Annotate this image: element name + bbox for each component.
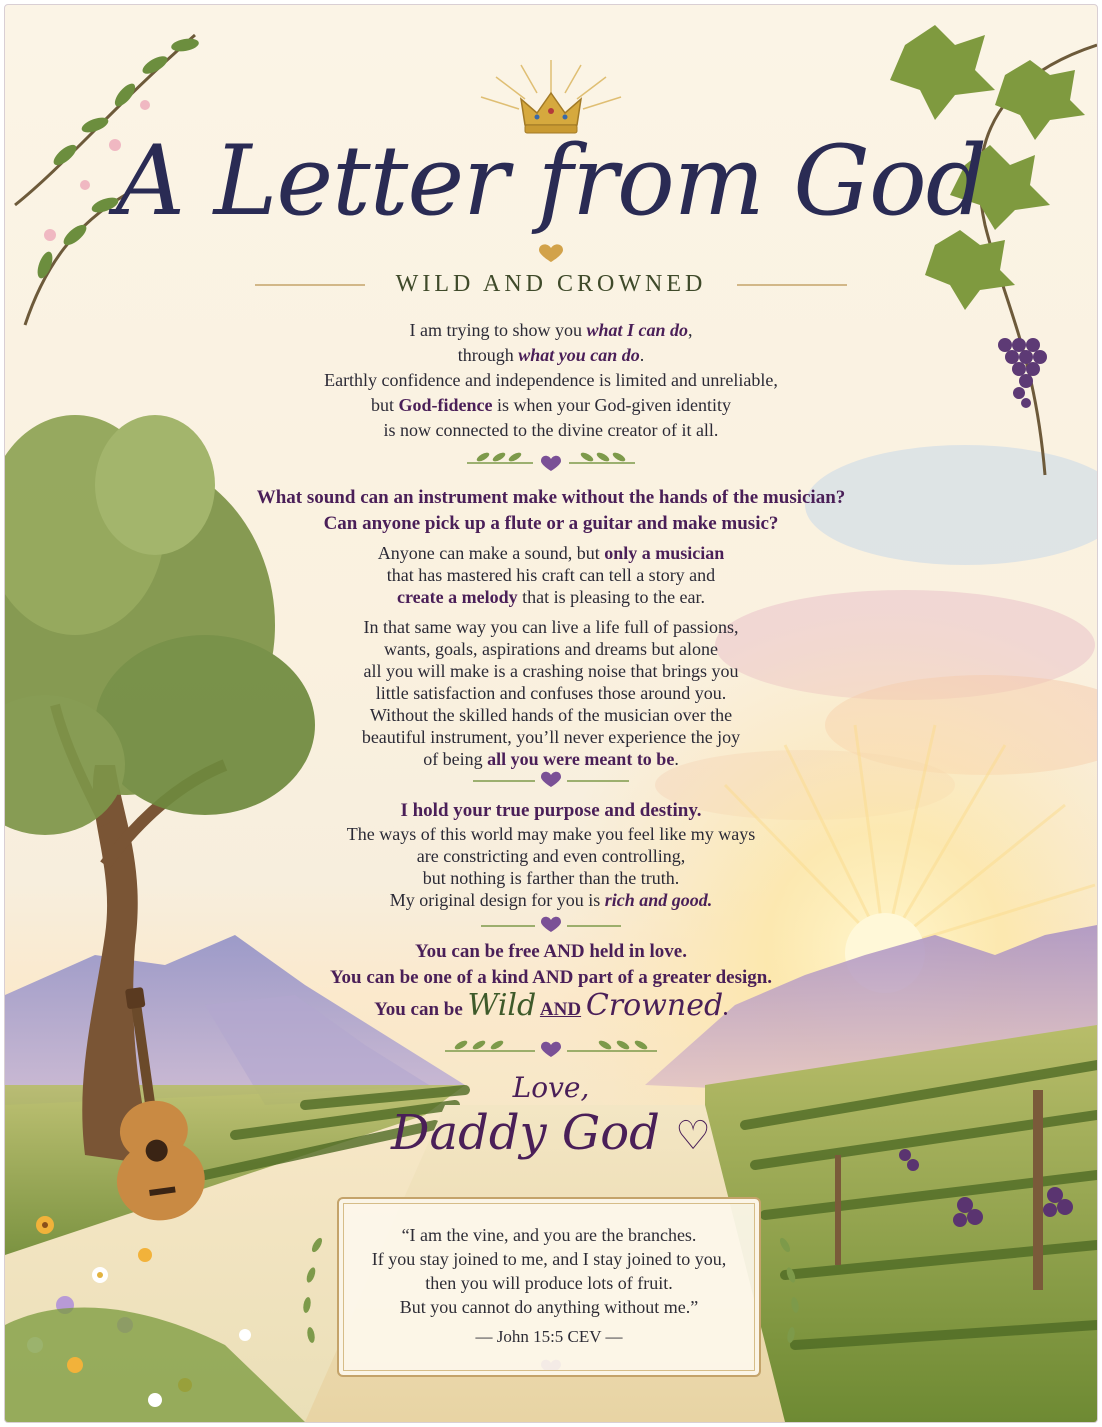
signature-love: Love, bbox=[512, 1071, 590, 1104]
crown-icon bbox=[481, 60, 621, 133]
declaration-crowned: Crowned bbox=[585, 988, 724, 1023]
verse-line-4: But you cannot do anything without me.” bbox=[399, 1297, 699, 1317]
musician-line-4: In that same way you can live a life full of passions, bbox=[363, 617, 739, 637]
declaration-and: AND bbox=[539, 999, 582, 1020]
verse-line-1: “I am the vine, and you are the branches. bbox=[401, 1225, 697, 1245]
verse-box bbox=[337, 1197, 761, 1377]
declaration-2: You can be one of a kind AND part of a greater design. bbox=[329, 967, 773, 988]
declarations bbox=[5, 939, 1097, 1023]
question-1: What sound can an instrument make without the hands of the musician? bbox=[256, 487, 846, 508]
signature-name-text: Daddy God bbox=[390, 1105, 660, 1161]
purpose-heading: I hold your true purpose and destiny. bbox=[400, 800, 702, 821]
musician-line-8: Without the skilled hands of the musician over the bbox=[369, 705, 733, 725]
purpose-line-3: but nothing is farther than the truth. bbox=[422, 868, 680, 888]
heart-icon bbox=[539, 244, 563, 262]
musician-line-3a: create a melody bbox=[396, 587, 518, 607]
musician-line-10b: all you were meant to be bbox=[487, 749, 675, 769]
intro-line-4c: is when your God-given identity bbox=[492, 395, 731, 415]
musician-line-10a: of being bbox=[423, 749, 488, 769]
intro-text bbox=[5, 318, 1097, 443]
purpose-paragraph bbox=[5, 799, 1097, 911]
declaration-wild: Wild bbox=[467, 988, 537, 1023]
intro-line-2b: what you can do bbox=[518, 345, 640, 365]
musician-line-7: little satisfaction and confuses those around you. bbox=[375, 683, 727, 703]
musician-line-3b: that is pleasing to the ear. bbox=[517, 587, 706, 607]
intro-line-1c: , bbox=[688, 320, 693, 340]
heart-icon: ♡ bbox=[675, 1113, 712, 1159]
verse-line-3: then you will produce lots of fruit. bbox=[425, 1273, 673, 1293]
verse-reference: — John 15:5 CEV — bbox=[475, 1327, 623, 1346]
purpose-line-2: are constricting and even controlling, bbox=[416, 846, 686, 866]
purpose-line-1: The ways of this world may make you feel like my ways bbox=[346, 824, 756, 844]
musician-line-1a: Anyone can make a sound, but bbox=[377, 543, 605, 563]
verse-line-2: If you stay joined to me, and I stay joined to you, bbox=[371, 1249, 727, 1269]
letter-frame bbox=[4, 4, 1098, 1423]
musician-line-1b: only a musician bbox=[604, 543, 725, 563]
intro-line-2c: . bbox=[639, 345, 645, 365]
musician-line-2: that has mastered his craft can tell a story and bbox=[386, 565, 716, 585]
declaration-1: You can be free AND held in love. bbox=[415, 941, 687, 962]
page-subtitle: WILD AND CROWNED bbox=[395, 271, 707, 297]
intro-line-5: is now connected to the divine creator of it all. bbox=[383, 420, 719, 440]
intro-line-4b: God-fidence bbox=[398, 395, 493, 415]
verse-text bbox=[339, 1199, 759, 1349]
intro-line-2a: through bbox=[457, 345, 519, 365]
declaration-3-end: . bbox=[723, 999, 728, 1020]
signature-name bbox=[5, 1105, 1097, 1161]
purpose-line-4b: rich and good. bbox=[604, 890, 713, 910]
page-title: A Letter from God bbox=[115, 125, 987, 237]
purpose-line-4a: My original design for you is bbox=[389, 890, 605, 910]
musician-paragraph bbox=[5, 542, 1097, 770]
intro-line-1a: I am trying to show you bbox=[409, 320, 587, 340]
question-2: Can anyone pick up a flute or a guitar and make music? bbox=[323, 513, 779, 534]
musician-line-10c: . bbox=[674, 749, 679, 769]
musician-line-5: wants, goals, aspirations and dreams but alone bbox=[384, 639, 718, 659]
musician-line-9: beautiful instrument, you’ll never experience the joy bbox=[361, 727, 741, 747]
intro-line-3: Earthly confidence and independence is limited and unreliable, bbox=[324, 370, 778, 390]
musician-line-6: all you will make is a crashing noise that brings you bbox=[363, 661, 739, 681]
intro-line-4a: but bbox=[371, 395, 399, 415]
intro-line-1b: what I can do bbox=[586, 320, 689, 340]
questions bbox=[5, 485, 1097, 537]
declaration-3a: You can be bbox=[374, 999, 468, 1020]
